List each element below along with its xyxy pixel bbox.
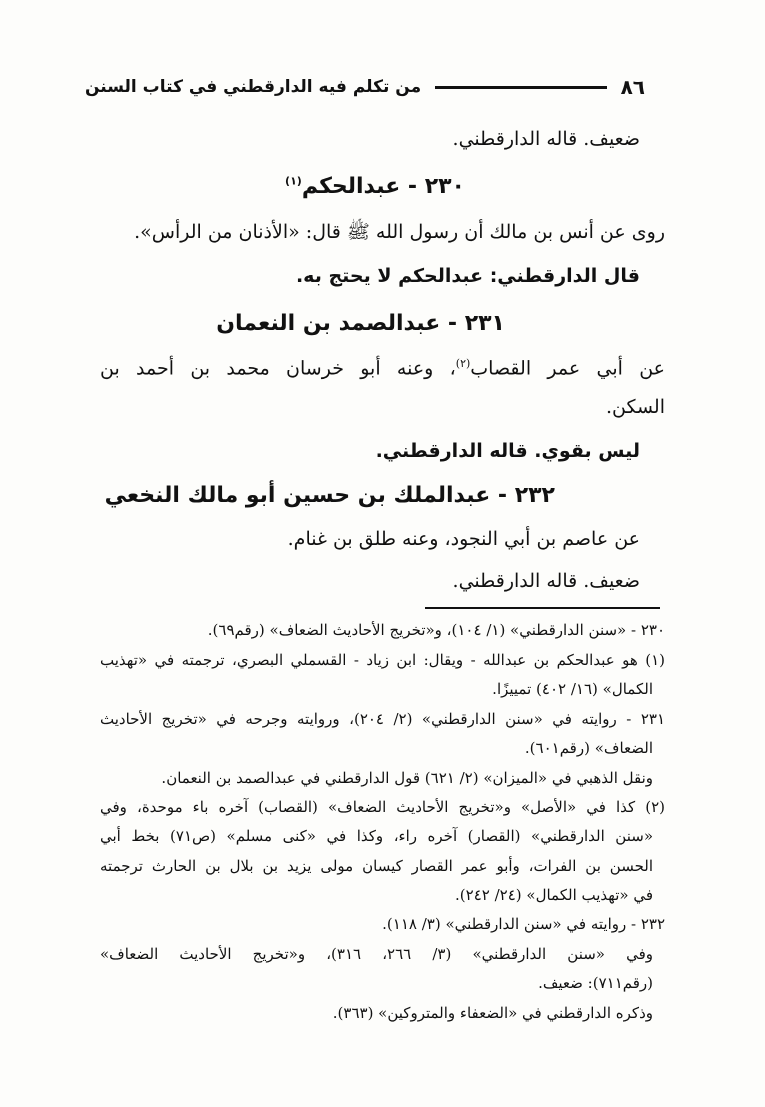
footnote-separator [425,607,660,609]
footnote-line-12: وفي «سنن الدارقطني» (٣/ ٢٦٦، ٣١٦)، و«تخريج الأحاديث الضعاف» [100,945,654,963]
running-title: من تكلم فيه الدارقطني في كتاب السنن [85,77,422,97]
footnote-line-9: الحسن بن الفرات، وأبو عمر القصار كيسان مولى يزيد بن بلال بن الحارث ترجمته [100,857,653,875]
narration-231-cont: السكن. [605,396,665,418]
verdict-231: ليس بقوي. قاله الدارقطني. [375,440,640,462]
judgement-230: قال الدارقطني: عبدالحكم لا يحتج به. [295,265,640,287]
footnote-line-3: الكمال» (١٦/ ٤٠٢) تمييزًا. [492,680,653,698]
footnote-line-4: ٢٣١ - روايته في «سنن الدارقطني» (٢/ ٢٠٤)، وروايته وجرحه في «تخريج الأحاديث [100,710,665,728]
narration-230: روى عن أنس بن مالك أن رسول الله ﷺ قال: «الأذنان من الرأس». [134,221,665,243]
footnote-line-8: «سنن الدارقطني» (القصار) آخره راء، وكذا في «كنى مسلم» (ص٧١) بخط أبي [100,827,653,845]
entry-heading-231: ٢٣١ - عبدالصمد بن النعمان [216,311,505,336]
footnote-line-6: ونقل الذهبي في «الميزان» (٢/ ٦٢١) قول الدارقطني في عبدالصمد بن النعمان. [161,769,653,787]
running-header [85,70,645,104]
entry-title-230: ٢٣٠ - عبدالحكم [301,174,465,199]
footnote-line-2: (١) هو عبدالحكم بن عبدالله - ويقال: ابن زياد - القسملي البصري، ترجمته في «تهذيب [100,651,665,669]
narration-231-a: عن أبي عمر القصاب [470,357,665,380]
footnote-line-1: ٢٣٠ - «سنن الدارقطني» (١/ ١٠٤)، و«تخريج الأحاديث الضعاف» (رقم٦٩). [207,621,665,639]
footnote-line-7: (٢) كذا في «الأصل» و«تخريج الأحاديث الضعاف» (القصاب) آخره باء موحدة، وفي [100,798,665,816]
narration-232: عن عاصم بن أبي النجود، وعنه طلق بن غنام. [287,528,640,550]
verdict-230: ضعيف. قاله الدارقطني. [452,128,640,150]
footnote-ref-1: (١) [285,174,302,188]
header-rule [435,86,606,89]
footnote-line-14: وذكره الدارقطني في «الضعفاء والمتروكين» (٣٦٣). [332,1004,653,1022]
narration-231-b: ، وعنه أبو خرسان محمد بن أحمد بن [100,357,456,380]
footnote-ref-2: (٢) [455,357,471,370]
footnote-line-11: ٢٣٢ - روايته في «سنن الدارقطني» (٣/ ١١٨). [382,915,665,933]
entry-heading-230 [285,174,465,200]
footnote-line-13: (رقم٧١١): ضعيف. [538,974,653,992]
page-number: ٨٦ [620,75,645,99]
entry-heading-232: ٢٣٢ - عبدالملك بن حسين أبو مالك النخعي [104,483,555,508]
narration-231 [100,357,665,380]
footnote-line-5: الضعاف» (رقم٦٠١). [524,739,653,757]
footnote-line-10: في «تهذيب الكمال» (٢٤/ ٢٤٢). [455,886,653,904]
verdict-232: ضعيف. قاله الدارقطني. [452,570,640,592]
